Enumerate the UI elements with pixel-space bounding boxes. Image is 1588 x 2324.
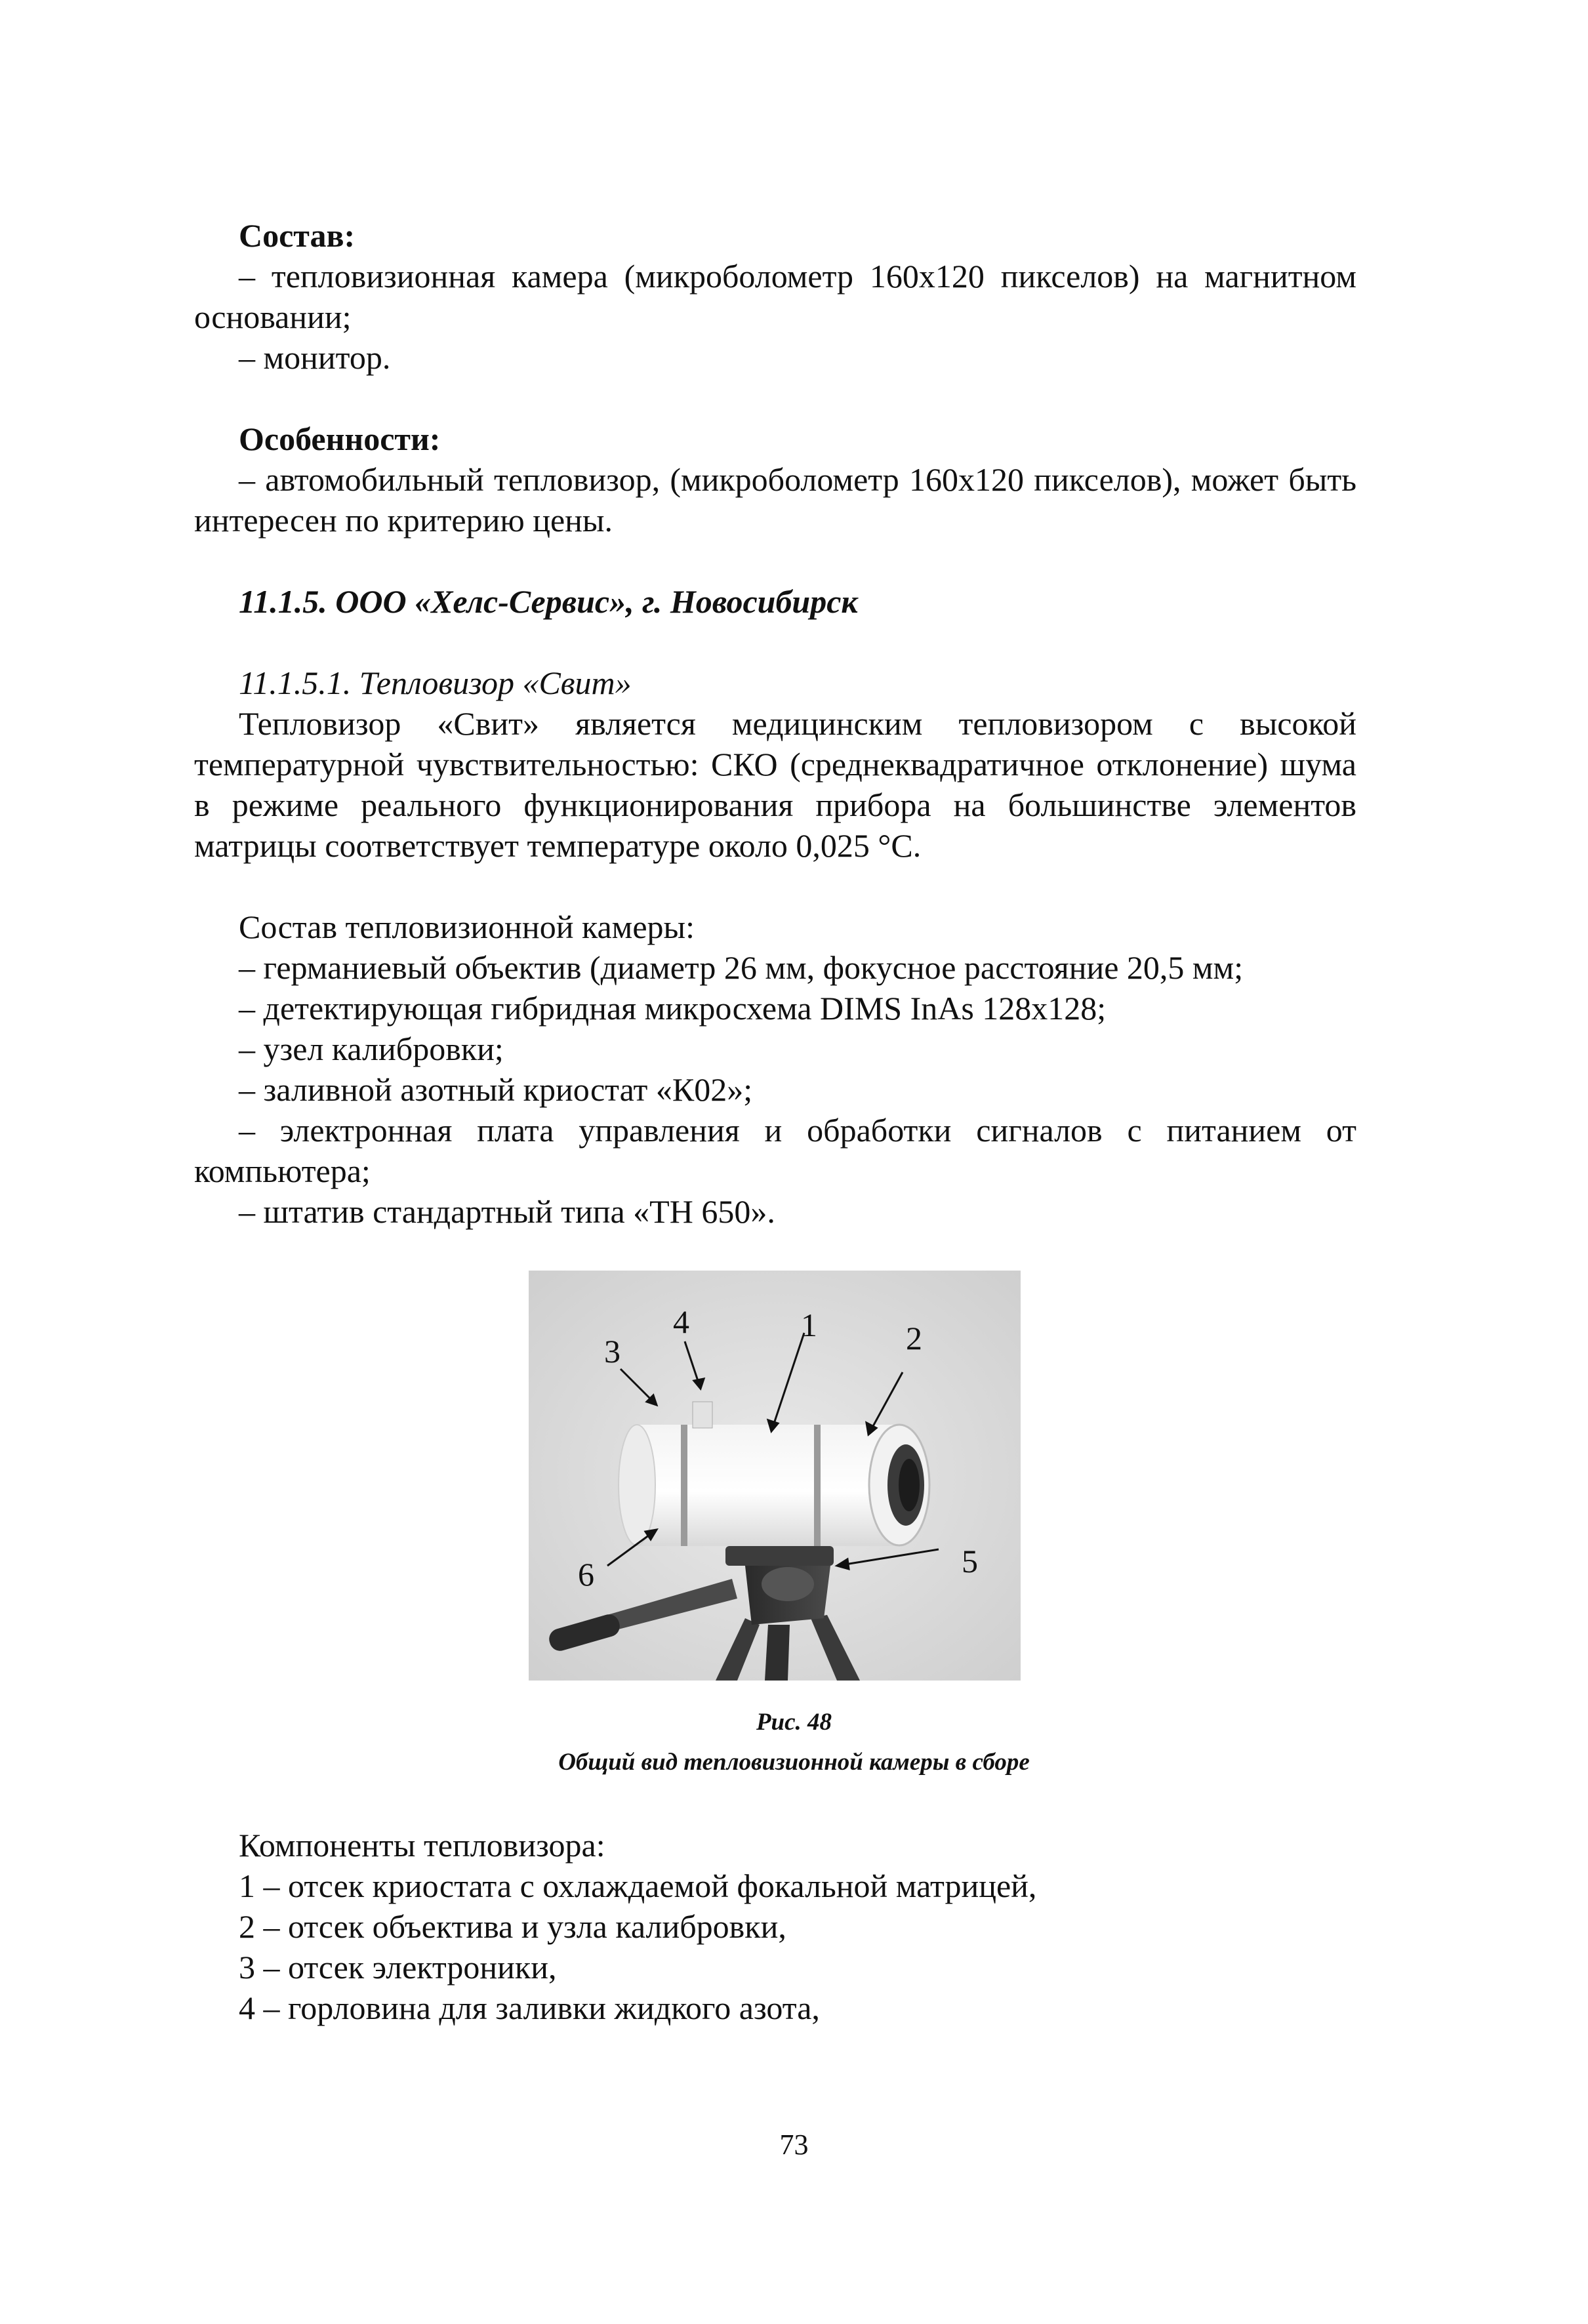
camera-composition-title: Состав тепловизионной камеры: [239,908,695,945]
camera-composition-item: – штатив стандартный типа «ТН 650». [239,1193,775,1230]
composition-item: – тепловизионная камера (микроболометр 160х120 пикселов) на магнитном основании; [194,258,1356,335]
composition-heading: Состав: [239,217,356,254]
figure-number: Рис. 48 [756,1709,832,1736]
callout-label-2: 2 [906,1320,922,1356]
subsection-heading: 11.1.5.1. Тепловизор «Свит» [239,664,632,701]
features-item: – автомобильный тепловизор, (микроболометр 160х120 пикселов), может быть интересен по критерию цены. [194,461,1356,539]
figure-caption: Общий вид тепловизионной камеры в сборе [558,1749,1030,1776]
callout-label-6: 6 [578,1556,594,1593]
camera-composition-item: – электронная плата управления и обработки сигналов с питанием от компьютера; [194,1112,1356,1189]
callout-label-5: 5 [962,1543,978,1580]
callout-label-1: 1 [801,1307,817,1343]
components-item: 4 – горловина для заливки жидкого азота, [239,1989,820,2026]
components-title: Компоненты тепловизора: [239,1827,605,1864]
page-number: 73 [779,2129,809,2161]
camera-composition-item: – узел калибровки; [239,1030,504,1067]
thermal-camera-illustration [529,1271,1021,1681]
text-block-top [194,215,1356,1232]
camera-composition-item: – заливной азотный криостат «К02»; [239,1071,753,1108]
components-item: 2 – отсек объектива и узла калибровки, [239,1908,786,1945]
callout-label-4: 4 [673,1303,689,1340]
camera-photo [529,1271,1021,1681]
features-heading: Особенности: [239,420,441,457]
components-item: 3 – отсек электроники, [239,1949,557,1986]
company-heading: 11.1.5. ООО «Хелс-Сервис», г. Новосибирск [239,583,858,620]
callout-label-3: 3 [604,1333,621,1370]
composition-item: – монитор. [239,339,391,376]
text-block-bottom [194,1825,1356,2028]
camera-composition-item: – детектирующая гибридная микросхема DIMS InAs 128х128; [239,990,1107,1027]
intro-paragraph: Тепловизор «Свит» является медицинским тепловизором с высокой температурной чувствительностью: СКО (среднеквадратичное отклонение) шума в режиме реального функционирования прибора на большинстве элементов матрицы соответствует температуре около 0,025 °С. [194,705,1356,864]
components-item: 1 – отсек криостата с охлаждаемой фокальной матрицей, [239,1867,1037,1904]
camera-composition-item: – германиевый объектив (диаметр 26 мм, фокусное расстояние 20,5 мм; [239,949,1244,986]
